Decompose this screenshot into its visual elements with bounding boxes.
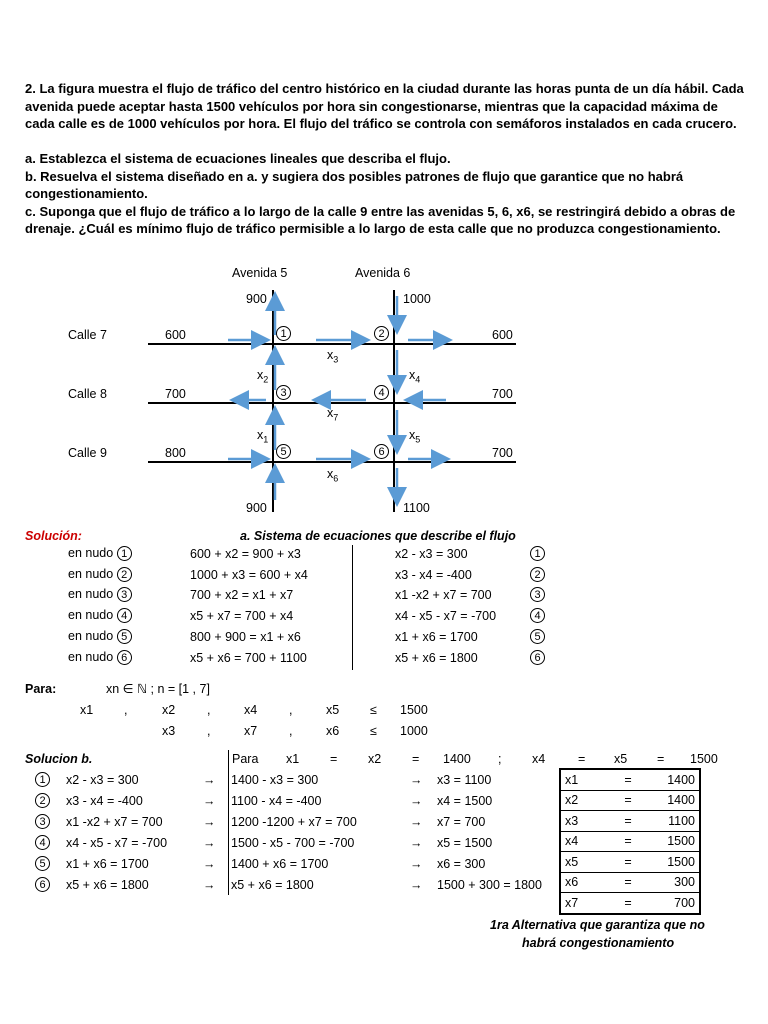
- table-row: [560, 831, 700, 852]
- table-var: x4: [560, 831, 611, 852]
- table-var: x7: [560, 893, 611, 914]
- step-substitution: 1100 - x4 = -400: [231, 794, 322, 808]
- solution-label: Solución:: [25, 529, 82, 543]
- problem-part-c: c. Suponga que el flujo de tráfico a lo largo de la calle 9 entre las avenidas 5, 6, x6, se restringirá debido a obras de drenaje. ¿Cuál es mínimo flujo de tráfico permisible a lo largo de esta calle que no produzca congestionamiento.: [25, 203, 736, 236]
- node-4: 4: [374, 385, 389, 400]
- constraint-var: x3: [162, 724, 176, 738]
- flow-top-left: 900: [246, 292, 267, 306]
- constraint-var: x5: [326, 703, 340, 717]
- table-equals: =: [611, 893, 645, 914]
- arrow-icon: →: [410, 836, 423, 850]
- step-substitution: x5 + x6 = 1800: [231, 878, 314, 892]
- table-row: [560, 769, 700, 790]
- table-value: 300: [645, 872, 700, 893]
- problem-part-a: a. Establezca el sistema de ecuaciones lineales que describa el flujo.: [25, 151, 451, 166]
- flow-c8-right: 700: [492, 387, 513, 401]
- constraint-sep: ,: [207, 703, 211, 717]
- table-row: [560, 852, 700, 873]
- node-ref: 2: [530, 567, 545, 582]
- arrow-icon: →: [203, 857, 216, 871]
- solution-b-divider: [228, 750, 229, 895]
- step-node: 6: [35, 877, 50, 892]
- var-x2: $x_2$: [257, 368, 269, 385]
- equation-right: x5 + x6 = 1800: [395, 651, 478, 665]
- equation-left: 600 + x2 = 900 + x3: [190, 547, 301, 561]
- constraint-sep: ,: [207, 724, 211, 738]
- step-equation: x1 + x6 = 1700: [66, 857, 149, 871]
- table-equals: =: [611, 769, 645, 790]
- step-substitution: 1400 - x3 = 300: [231, 773, 319, 787]
- constraint-var: x7: [244, 724, 258, 738]
- alternative-caption-2: habrá congestionamiento: [522, 936, 675, 950]
- flow-c8-left: 700: [165, 387, 186, 401]
- step-equation: x3 - x4 = -400: [66, 794, 143, 808]
- step-result: x4 = 1500: [437, 794, 493, 808]
- step-node: 4: [35, 835, 50, 850]
- node-label: en nudo 6: [68, 650, 132, 665]
- arrow-icon: →: [410, 857, 423, 871]
- flow-top-right: 1000: [403, 292, 431, 306]
- node-3: 3: [276, 385, 291, 400]
- var-x1: $x_1$: [257, 428, 269, 445]
- step-result: x5 = 1500: [437, 836, 493, 850]
- step-node: 3: [35, 814, 50, 829]
- table-var: x5: [560, 852, 611, 873]
- arrow-icon: →: [410, 815, 423, 829]
- equation-left: 700 + x2 = x1 + x7: [190, 588, 294, 602]
- leq-sign: ≤: [370, 703, 377, 717]
- node-2: 2: [374, 326, 389, 341]
- equation-left: 800 + 900 = x1 + x6: [190, 630, 301, 644]
- step-node: 5: [35, 856, 50, 871]
- problem-part-b: b. Resuelva el sistema diseñado en a. y sugiera dos posibles patrones de flujo que garantice que no habrá congestionamiento.: [25, 168, 684, 201]
- node-ref: 5: [530, 629, 545, 644]
- step-substitution: 1400 + x6 = 1700: [231, 857, 329, 871]
- arrow-icon: →: [203, 836, 216, 850]
- table-equals: =: [611, 852, 645, 873]
- var-x6: $x_6$: [327, 467, 339, 484]
- street-9-label: Calle 9: [68, 446, 107, 460]
- constraint-var: x6: [326, 724, 340, 738]
- table-row: [560, 872, 700, 893]
- step-result: 1500 + 300 = 1800: [437, 878, 542, 892]
- flow-c7-left: 600: [165, 328, 186, 342]
- arrow-icon: →: [410, 794, 423, 808]
- arrow-icon: →: [203, 794, 216, 808]
- street-7-label: Calle 7: [68, 328, 107, 342]
- equation-right: x1 + x6 = 1700: [395, 630, 478, 644]
- node-label: en nudo 5: [68, 629, 132, 644]
- para-label: Para:: [25, 682, 57, 696]
- arrow-icon: →: [410, 878, 423, 892]
- step-result: x6 = 300: [437, 857, 486, 871]
- var-x3: $x_3$: [327, 348, 339, 365]
- equation-right: x3 - x4 = -400: [395, 568, 472, 582]
- table-row: [560, 811, 700, 832]
- table-var: x6: [560, 872, 611, 893]
- domain-text: xn ∈ ℕ ; n = [1 , 7]: [106, 682, 210, 696]
- arrow-icon: →: [203, 878, 216, 892]
- node-label: en nudo 3: [68, 587, 132, 602]
- equation-right: x1 -x2 + x7 = 700: [395, 588, 492, 602]
- arrow-icon: →: [203, 815, 216, 829]
- equation-left: x5 + x7 = 700 + x4: [190, 609, 294, 623]
- solution-a-heading: a. Sistema de ecuaciones que describe el flujo: [240, 529, 516, 543]
- node-ref: 1: [530, 546, 545, 561]
- table-equals: =: [611, 811, 645, 832]
- flow-c7-right: 600: [492, 328, 513, 342]
- step-equation: x2 - x3 = 300: [66, 773, 139, 787]
- table-equals: =: [611, 790, 645, 811]
- step-substitution: 1200 -1200 + x7 = 700: [231, 815, 357, 829]
- table-equals: =: [611, 831, 645, 852]
- table-var: x1: [560, 769, 611, 790]
- step-substitution: 1500 - x5 - 700 = -700: [231, 836, 355, 850]
- step-equation: x4 - x5 - x7 = -700: [66, 836, 168, 850]
- constraint-var: x4: [244, 703, 258, 717]
- constraint-var: x1: [80, 703, 94, 717]
- equation-left: x5 + x6 = 700 + 1100: [190, 651, 307, 665]
- node-label: en nudo 2: [68, 567, 132, 582]
- problem-intro: 2. La figura muestra el flujo de tráfico del centro histórico en la ciudad durante las horas punta de un día hábil. Cada avenida puede aceptar hasta 1500 vehículos por hora sin congestionarse, mientras que la capacidad máxima de cada calle es de 1000 vehículos por hora. El flujo del tráfico se controla con semáforos instalados en cada crucero.: [25, 81, 744, 131]
- step-equation: x1 -x2 + x7 = 700: [66, 815, 163, 829]
- leq-sign: ≤: [370, 724, 377, 738]
- step-result: x3 = 1100: [437, 773, 492, 787]
- node-6: 6: [374, 444, 389, 459]
- table-value: 1500: [645, 831, 700, 852]
- node-ref: 6: [530, 650, 545, 665]
- table-value: 1400: [645, 790, 700, 811]
- table-var: x2: [560, 790, 611, 811]
- constraint-sep: ,: [124, 703, 128, 717]
- limit-1500: 1500: [400, 703, 428, 717]
- arrow-icon: →: [203, 773, 216, 787]
- step-result: x7 = 700: [437, 815, 486, 829]
- solution-a-divider: [352, 545, 353, 670]
- step-node: 2: [35, 793, 50, 808]
- table-value: 1100: [645, 811, 700, 832]
- node-1: 1: [276, 326, 291, 341]
- table-value: 700: [645, 893, 700, 914]
- avenue-6-label: Avenida 6: [355, 266, 411, 280]
- table-row: [560, 893, 700, 914]
- result-table: [559, 768, 701, 915]
- table-var: x3: [560, 811, 611, 832]
- street-8-label: Calle 8: [68, 387, 107, 401]
- flow-c9-right: 700: [492, 446, 513, 460]
- var-x7: $x_7$: [327, 406, 339, 423]
- flow-c9-left: 800: [165, 446, 186, 460]
- alternative-caption-1: 1ra Alternativa que garantiza que no: [490, 918, 705, 932]
- constraint-sep: ,: [289, 703, 293, 717]
- equation-right: x2 - x3 = 300: [395, 547, 468, 561]
- flow-bottom-left: 900: [246, 501, 267, 515]
- node-ref: 4: [530, 608, 545, 623]
- node-ref: 3: [530, 587, 545, 602]
- arrow-icon: →: [410, 773, 423, 787]
- table-value: 1500: [645, 852, 700, 873]
- equation-left: 1000 + x3 = 600 + x4: [190, 568, 308, 582]
- node-label: en nudo 1: [68, 546, 132, 561]
- avenue-5-label: Avenida 5: [232, 266, 288, 280]
- constraint-var: x2: [162, 703, 176, 717]
- table-equals: =: [611, 872, 645, 893]
- flow-bottom-right: 1100: [403, 501, 430, 515]
- table-row: [560, 790, 700, 811]
- node-label: en nudo 4: [68, 608, 132, 623]
- equation-right: x4 - x5 - x7 = -700: [395, 609, 497, 623]
- var-x4: $x_4$: [409, 368, 421, 385]
- var-x5: $x_5$: [409, 428, 421, 445]
- step-node: 1: [35, 772, 50, 787]
- limit-1000: 1000: [400, 724, 428, 738]
- node-5: 5: [276, 444, 291, 459]
- constraint-sep: ,: [289, 724, 293, 738]
- step-equation: x5 + x6 = 1800: [66, 878, 149, 892]
- solution-b-label: Solucion b.: [25, 752, 93, 766]
- table-value: 1400: [645, 769, 700, 790]
